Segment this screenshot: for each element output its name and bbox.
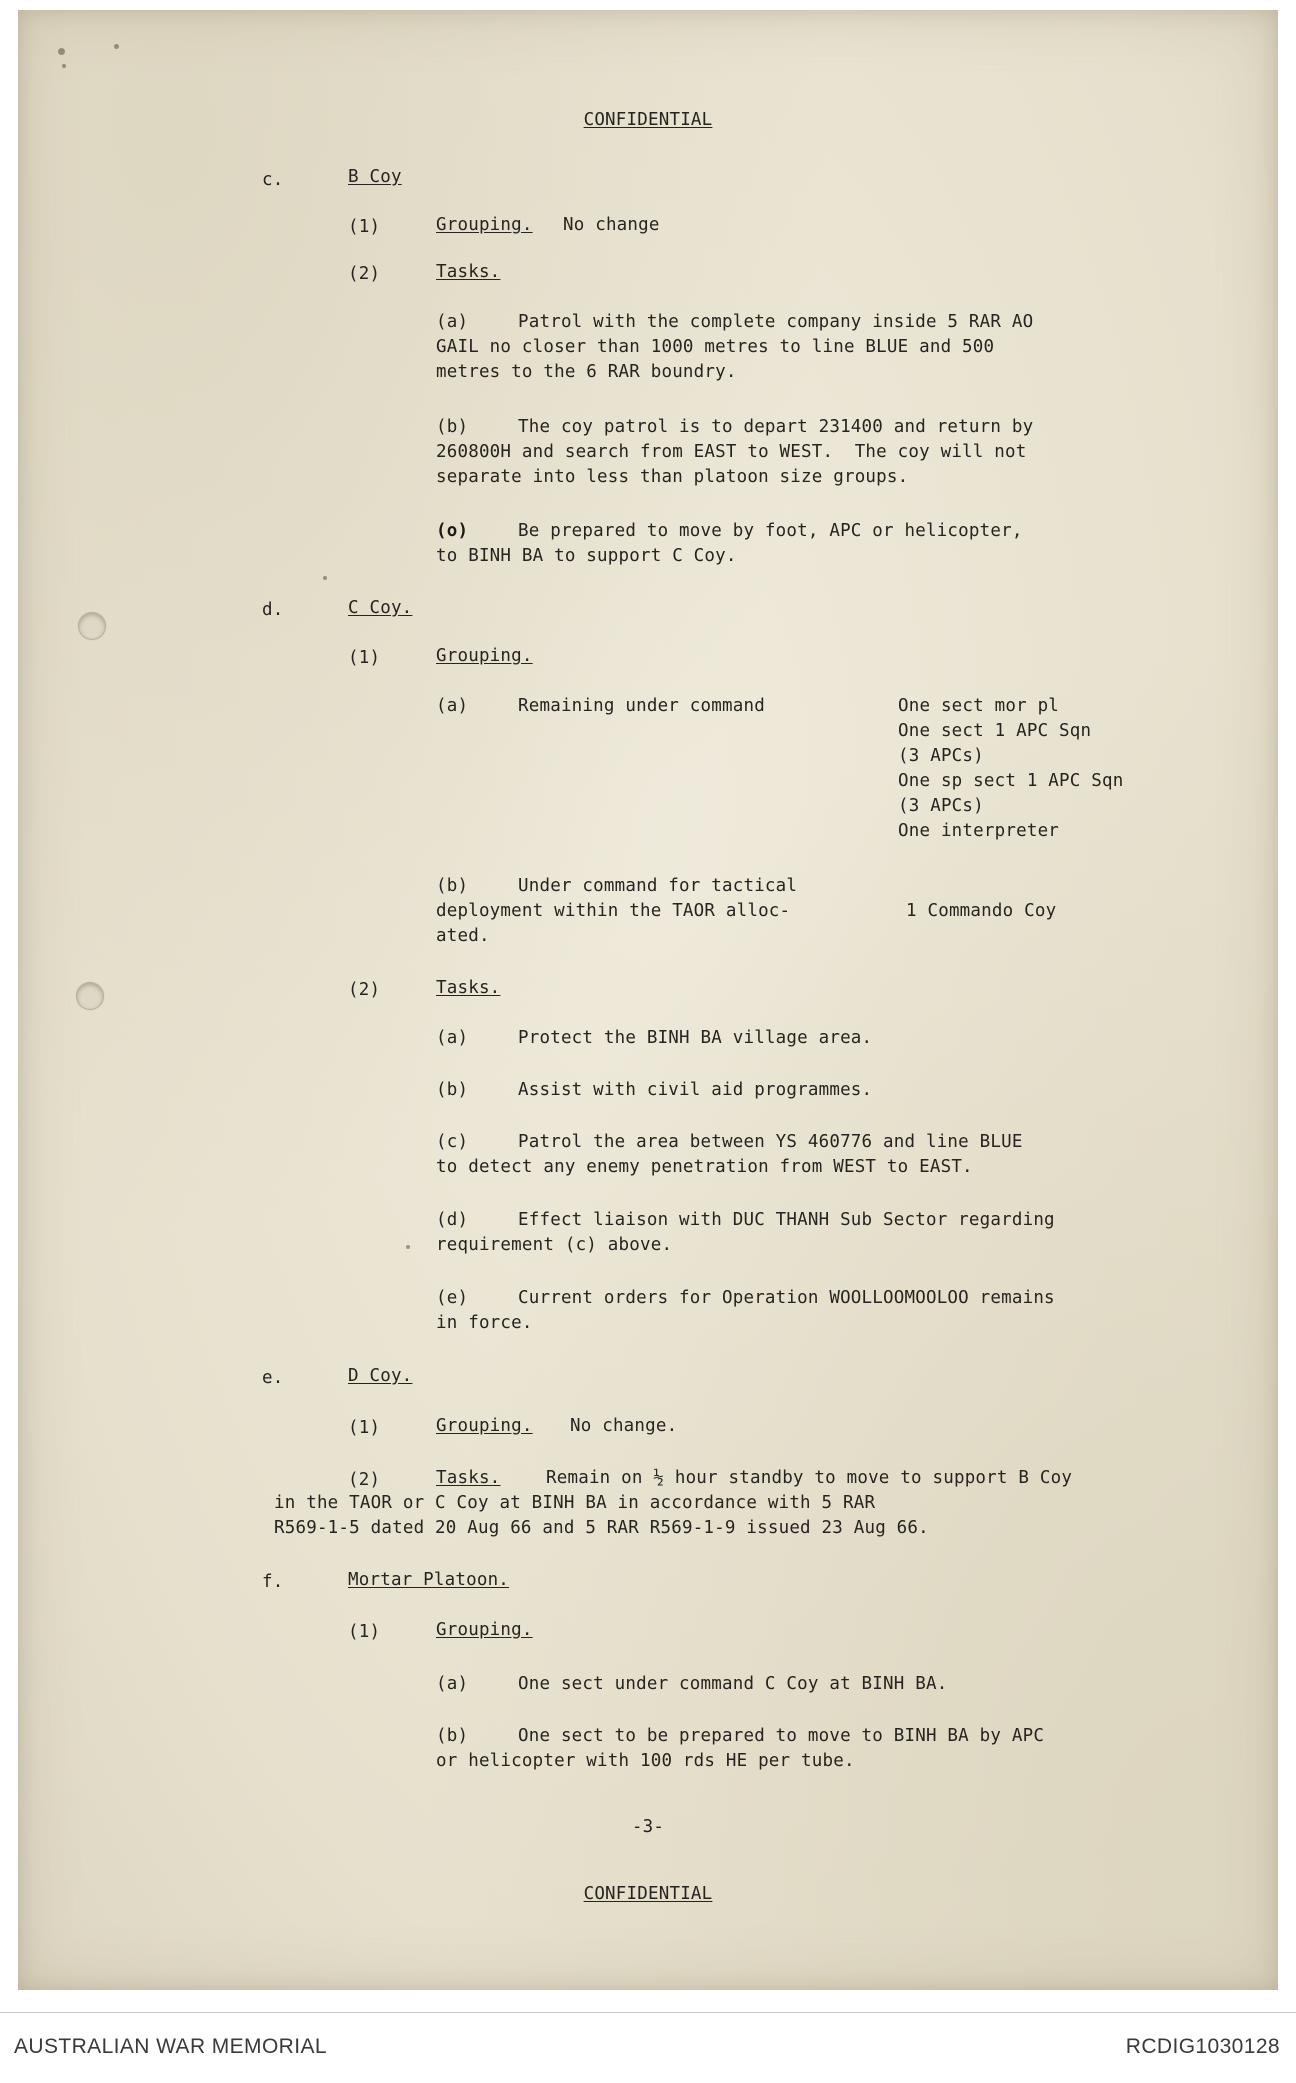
item-c2-number: (2) <box>348 264 381 284</box>
item-e-label: e. <box>262 1368 284 1388</box>
item-d1-number: (1) <box>348 648 381 668</box>
classification-header: CONFIDENTIAL <box>583 110 713 130</box>
item-d1a-right2: One sect 1 APC Sqn <box>898 721 1092 741</box>
item-c-label: c. <box>262 170 284 190</box>
item-d2c-line2: to detect any enemy penetration from WEST to EAST. <box>436 1157 973 1177</box>
item-f1a-number: (a) <box>436 1674 469 1694</box>
item-d1-title: Grouping. <box>436 646 533 666</box>
typed-text-body <box>18 10 1278 1990</box>
item-d1b-line1: Under command for tactical <box>518 876 798 896</box>
item-c2c-line2: to BINH BA to support C Coy. <box>436 546 737 566</box>
item-d1a-right5: (3 APCs) <box>898 796 984 816</box>
item-d2-number: (2) <box>348 980 381 1000</box>
item-f1a-text: One sect under command C Coy at BINH BA. <box>518 1674 948 1694</box>
item-d1b-line2: deployment within the TAOR alloc- <box>436 901 791 921</box>
item-d2d-line1: Effect liaison with DUC THANH Sub Sector regarding <box>518 1210 1055 1230</box>
institution-label: AUSTRALIAN WAR MEMORIAL <box>14 2035 327 2058</box>
item-d1b-line3: ated. <box>436 926 490 946</box>
item-c2b-line3: separate into less than platoon size groups. <box>436 467 909 487</box>
item-d2c-number: (c) <box>436 1132 469 1152</box>
item-f-label: f. <box>262 1572 284 1592</box>
digital-identifier: RCDIG1030128 <box>1125 2035 1280 2058</box>
item-d2d-line2: requirement (c) above. <box>436 1235 673 1255</box>
item-c2a-line2: GAIL no closer than 1000 metres to line BLUE and 500 <box>436 337 995 357</box>
item-c2b-line1: The coy patrol is to depart 231400 and return by <box>518 417 1034 437</box>
item-e2-line1: Remain on ½ hour standby to move to support B Coy <box>546 1468 1073 1488</box>
item-d2d-number: (d) <box>436 1210 469 1230</box>
item-f1b-line2: or helicopter with 100 rds HE per tube. <box>436 1751 855 1771</box>
item-d-label: d. <box>262 600 284 620</box>
item-c2c-number: (o) <box>436 521 469 541</box>
item-c2a-line3: metres to the 6 RAR boundry. <box>436 362 737 382</box>
item-e2-line3: R569-1-5 dated 20 Aug 66 and 5 RAR R569-1-9 issued 23 Aug 66. <box>274 1518 929 1538</box>
item-c1-text: No change <box>563 215 660 235</box>
item-c2b-line2: 260800H and search from EAST to WEST. The coy will not <box>436 442 1027 462</box>
item-f1b-line1: One sect to be prepared to move to BINH BA by APC <box>518 1726 1045 1746</box>
item-e2-number: (2) <box>348 1470 381 1490</box>
item-d2e-number: (e) <box>436 1288 469 1308</box>
item-d2b-number: (b) <box>436 1080 469 1100</box>
item-e-title: D Coy. <box>348 1366 413 1386</box>
item-d-title: C Coy. <box>348 598 413 618</box>
item-e1-text: No change. <box>570 1416 678 1436</box>
item-d2-title: Tasks. <box>436 978 501 998</box>
item-e2-title: Tasks. <box>436 1468 501 1488</box>
item-f-title: Mortar Platoon. <box>348 1570 510 1590</box>
item-c2-title: Tasks. <box>436 262 501 282</box>
item-d2e-line1: Current orders for Operation WOOLLOOMOOLOO remains <box>518 1288 1055 1308</box>
item-c1-title: Grouping. <box>436 215 533 235</box>
item-d2a-text: Protect the BINH BA village area. <box>518 1028 873 1048</box>
item-f1-title: Grouping. <box>436 1620 533 1640</box>
page-number: -3- <box>631 1817 665 1837</box>
item-d1b-number: (b) <box>436 876 469 896</box>
item-c-title: B Coy <box>348 167 402 187</box>
item-c2a-number: (a) <box>436 312 469 332</box>
item-f1b-number: (b) <box>436 1726 469 1746</box>
item-d1b-right: 1 Commando Coy <box>906 901 1057 921</box>
item-d2a-number: (a) <box>436 1028 469 1048</box>
item-c2b-number: (b) <box>436 417 469 437</box>
item-f1-number: (1) <box>348 1622 381 1642</box>
item-e2-line2: in the TAOR or C Coy at BINH BA in accordance with 5 RAR <box>274 1493 876 1513</box>
item-d1a-right4: One sp sect 1 APC Sqn <box>898 771 1124 791</box>
item-d1a-right1: One sect mor pl <box>898 696 1060 716</box>
item-e1-number: (1) <box>348 1418 381 1438</box>
item-d1a-right3: (3 APCs) <box>898 746 984 766</box>
item-d1a-number: (a) <box>436 696 469 716</box>
item-d2e-line2: in force. <box>436 1313 533 1333</box>
item-c2c-line1: Be prepared to move by foot, APC or helicopter, <box>518 521 1023 541</box>
item-d2b-text: Assist with civil aid programmes. <box>518 1080 873 1100</box>
item-d1a-text: Remaining under command <box>518 696 765 716</box>
classification-footer: CONFIDENTIAL <box>583 1884 713 1904</box>
item-d2c-line1: Patrol the area between YS 460776 and line BLUE <box>518 1132 1023 1152</box>
item-c1-number: (1) <box>348 217 381 237</box>
item-d1a-right6: One interpreter <box>898 821 1060 841</box>
archive-footer-bar <box>0 2012 1296 2083</box>
item-e1-title: Grouping. <box>436 1416 533 1436</box>
scanned-paper <box>18 10 1278 1990</box>
item-c2a-line1: Patrol with the complete company inside 5 RAR AO <box>518 312 1034 332</box>
